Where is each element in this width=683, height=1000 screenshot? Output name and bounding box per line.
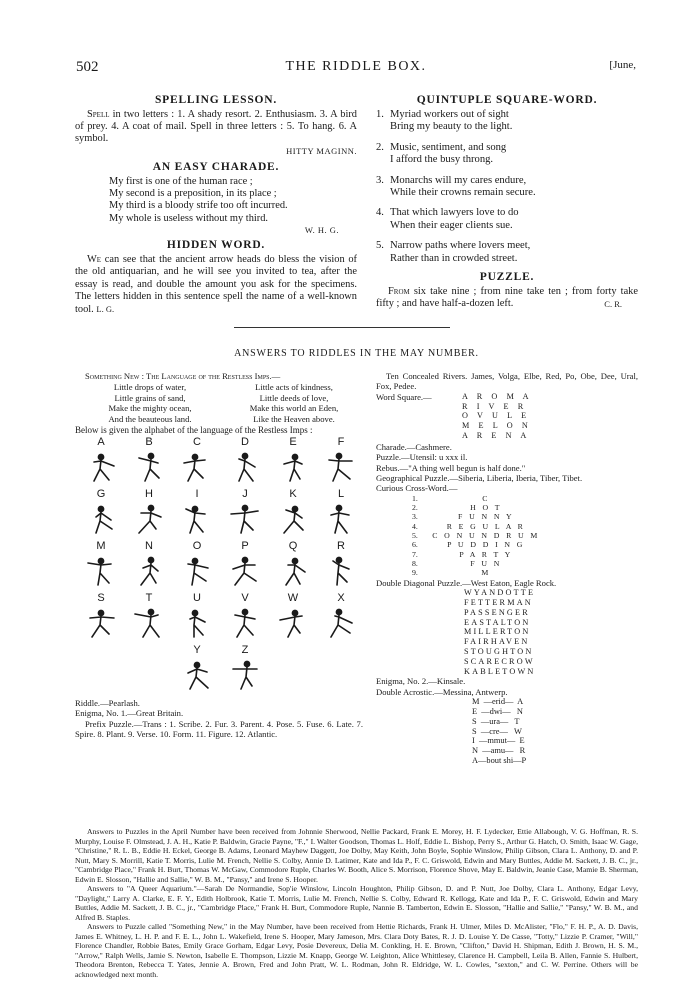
ack-something-new: Answers to Puzzle called "Something New," in the May Number, have been received from Hettie Richards, Frank H. Ulmer, Miles D. McAlister, "Flo," F. H. P., A. D. Davis, James E. Whitney, L. H. P. and F. E. L., John L. Wakefield, Irene S. Hooper, Mary Jameson, Mrs. Clara Doty Bates, R. J. D. Louise Y. De Casse, "Totty," Lizzie P. Cramer, "Will," Florence Chandler, Robbie Bates, Emily Grace Gorham, Edgar Levy, Posie Devereux, Delia M. Conkling, H. E. Brown, "Clifton," David H. Shipman, Edith J. Brown, H. S. M., "Arrow," Ralph Wells, Jamie S. Newton, Isabelle E. Thompson, Lizzie M. Knapp, George W. Leighton, Alice Whittlesey, Clarence H. Campbell, Leila B. Allen, Fannie S. Hulbert, Theodora Brenton, Rebecca T. Yates, Jennie A. Brown, Fred and John Pratt, W. L. Rodman, John R. Eldridge, W. L. Cowles, "sexton," and C. W. Perrine. Others will be acknowledged next month. [75, 922, 638, 979]
cross-word-row: C [482, 493, 490, 503]
left-puzzle-column [75, 94, 357, 316]
imp-figure [323, 607, 359, 644]
diagonal-row: WYANDOTTE [464, 588, 536, 598]
charade-line: My first is one of the human race ; [109, 175, 253, 187]
word-square-row: A R E N A [462, 431, 530, 440]
imp-letter-label: C [193, 436, 201, 448]
quintuple-item: 5. Narrow paths where lovers meet, Rather than in crowded street. [376, 240, 531, 264]
puzzle-answer: Puzzle.—Utensil: u xxx il. [376, 452, 468, 463]
imp-figure [227, 503, 263, 540]
imp-letter-label: Y [193, 644, 201, 656]
imp-figure [131, 607, 167, 644]
geographical-answer: Geographical Puzzle.—Siberia, Liberia, Iberia, Tiber, Tibet. [376, 473, 583, 484]
imp-figure [323, 503, 359, 540]
imp-letter-label: H [145, 488, 153, 500]
imp-figure [227, 607, 263, 644]
alphabet-intro: Below is given the alphabet of the language of the Restless Imps : [75, 425, 313, 436]
imp-letter-label: S [97, 592, 105, 604]
imp-letter-label: I [195, 488, 199, 500]
charade-line: My whole is useless without my third. [109, 212, 269, 224]
imp-letter-label: B [145, 436, 153, 448]
imp-figure [83, 503, 119, 540]
hidden-word-text: We can see that the ancient arrow heads do bless the vision of the old antiquarian, and he will see you invited to tea, after the essay is read, and double the amount you ask for the specimens. The letters hidden in this sentence spell the name of a well-known tool. L. G. [75, 254, 357, 316]
right-puzzle-column [376, 94, 638, 310]
something-new-heading: Something New : The Language of the Restless Imps.— [85, 371, 281, 381]
diagonal-row: FETTERMAN [464, 598, 533, 608]
page-number: 502 [76, 59, 99, 75]
diagonal-row: STOUGHTON [464, 647, 534, 657]
imp-letter-label: P [241, 540, 249, 552]
cross-word-number: 8. [412, 558, 418, 568]
imp-letter-label: T [145, 592, 153, 604]
imp-figure [179, 607, 215, 644]
diagonal-row: KABLETOWN [464, 666, 536, 676]
quintuple-item: 4. That which lawyers love to do When their eager clients sue. [376, 207, 519, 231]
cross-word-row: R E G U L A R [446, 521, 526, 531]
cross-word-row: C O N U N D R U M [432, 531, 540, 541]
cross-word-row: F U N [470, 558, 502, 568]
verse-line: Make the mighty ocean, [108, 403, 192, 414]
imp-figure [227, 659, 263, 696]
cross-word-label: Curious Cross-Word.— [376, 483, 458, 494]
word-square-row: O V U L E [462, 411, 530, 421]
cross-word-number: 4. [412, 521, 418, 531]
answers-left-column [75, 371, 363, 435]
charade-answer: Charade.—Cashmere. [376, 441, 452, 452]
word-square-row: A R O M A [462, 391, 533, 401]
acrostic-row: M —erid— A [472, 697, 524, 707]
verse-line: And the beauteous land. [108, 413, 192, 424]
diagonal-row: MILLERTON [464, 627, 531, 637]
imp-figure [275, 555, 311, 592]
puzzle-title: PUZZLE. [479, 271, 535, 284]
cross-word-number: 5. [412, 531, 418, 541]
quintuple-title: QUINTUPLE SQUARE-WORD. [416, 94, 598, 106]
imp-letter-label: J [242, 488, 248, 500]
charade-line: My third is a bloody strife too oft incurred. [109, 200, 288, 212]
imp-letter-label: O [192, 540, 202, 552]
imp-figure [179, 451, 215, 488]
verse-line: Little grains of sand, [114, 392, 186, 403]
acrostic-row: E —dwi— N [472, 707, 523, 717]
acrostic-row: A—bout shi—P [472, 756, 527, 765]
imp-letter-label: Z [241, 644, 249, 656]
issue-month: [June, [609, 59, 636, 71]
imp-figure [131, 503, 167, 540]
verse-line: Little acts of kindness, [255, 382, 333, 393]
quintuple-item: 2. Music, sentiment, and song I afford the busy throng. [376, 141, 507, 166]
verse-line: Little drops of water, [113, 382, 187, 393]
cross-word-number: 3. [412, 512, 418, 522]
acrostic-row: S —ura— T [472, 716, 520, 726]
imp-figure [323, 451, 359, 488]
answers-left-lower [75, 698, 363, 740]
cross-word-number: 1. [412, 493, 418, 503]
rivers-answer: Ten Concealed Rivers. James, Volga, Elbe, Red, Po, Obe, Dee, Ural, Fox, Pedee. [376, 371, 638, 392]
imp-letter-label: G [96, 488, 106, 500]
charade-poem [75, 176, 357, 226]
charade-title: AN EASY CHARADE. [152, 160, 280, 173]
word-square-row: M E L O N [462, 421, 532, 431]
running-header [76, 59, 636, 77]
answers-right-column [376, 371, 638, 766]
diagonal-row: PASSENGER [464, 607, 530, 617]
imp-letter-label: U [193, 592, 201, 604]
imp-figure [227, 451, 263, 488]
cross-word-row: P A R T Y [459, 549, 513, 559]
imps-verse [75, 382, 363, 424]
imp-letter-label: W [287, 592, 299, 604]
magazine-section-title: THE RIDDLE BOX. [285, 59, 427, 74]
imp-figure [83, 555, 119, 592]
imp-letter-label: D [241, 436, 249, 448]
spelling-lesson-text: Spell in two letters : 1. A shady resort. 2. Enthusiasm. 3. A bird of prey. 4. A coat of mail. Spell in three letters : 5. To hang. 6. A symbol. [75, 109, 357, 145]
cross-word-number: 2. [412, 503, 418, 513]
section-divider [234, 327, 450, 328]
imp-letter-label: L [337, 488, 345, 500]
imp-letter-label: N [145, 540, 153, 552]
quintuple-item: 3. Monarchs will my cares endure, While their crowns remain secure. [376, 174, 536, 199]
imp-figure [275, 607, 311, 644]
enigma-1-answer: Enigma, No. 1.—Great Britain. [75, 708, 184, 719]
puzzle-text: From six take nine ; from nine take ten ; from forty take fifty ; and have half-a-dozen left. C. R. [376, 286, 638, 310]
verse-line: Like the Heaven above. [253, 413, 335, 424]
acrostic-row: S —cre— W [472, 726, 522, 736]
ack-april: Answers to Puzzles in the April Number have been received from Johnnie Sherwood, Nellie Packard, Frank E. Morey, H. F. Lydecker, Ettie Allabough, V. G. Hoffman, R. S. Murphy, Louise F. Olmstead, J. A. H., Katie P. Baldwin, Gracie Payne, "F.," I. Walter Goodson, Thomas L. Holf, Eddie L. Bishop, Perry S., Arthur G. Hatch, O. Smith, Isaac W. Gage, "Christine," R. L. B., Eddie H. Eckel, George B. Adams, Leonard Mayhew Daggett, Joe Dolby, May Keith, John Boyle, Sophie Winslow, Philip Gibson, Clara L. Anthony, D. and P. Nutt, Mary S. Morrill, Katie T. Morris, Lulie M. French, Nellie S. Colby, Annie D. Latimer, Kate and Ida P., F. C. Griswold, Edwin and Mary Buttles, Addie M. Sackett, J. B. C., jr., "Cambridge Place," Frank H. Burt, Thomas W. McGaw, Commodore Ruple, Charles W. Booth, Alice S. Morrison, Florence Shove, May E. Baldwin, Jeanie Case, Mamie B. Sherman, Edwin E. Slosson, "Hallie and Sallie," W. B. M., "Pansy," and Irene S. Hooper. [75, 827, 638, 884]
imp-letter-label: X [337, 592, 345, 604]
ack-aquarium: Answers to "A Queer Aquarium."—Sarah De Normandie, Sop'ie Winslow, Lincoln Houghton, Philip Gibson, D. and P. Nutt, Joe Dolby, Clara L. Anthony, Edgar Levy, "Daylight," Larry A. Clarke, E. F. Y., Edith Holbrook, Katie T. Morris, Lulie M. French, Nellie S. Colby, Edward R. Kellogg, Kate and Ida P., F. C. Griswold, Edwin and Mary Buttles, Addie M. Sackett, J. B. C., jr., "Cambridge Place," Frank H. Burt, Commodore Ruple, Nannie B. Tamberton, Edwin E. Slosson, "Hallie and Sallie," "Pansy," W. B. M., and Alfred B. Staples. [75, 884, 638, 922]
imp-letter-label: M [96, 540, 106, 552]
cross-word-number: 6. [412, 540, 418, 550]
spelling-author: HITTY MAGINN. [286, 145, 357, 156]
enigma-2-answer: Enigma, No. 2.—Kinsale. [376, 676, 466, 687]
hidden-word-title: HIDDEN WORD. [166, 239, 266, 252]
imp-figure [179, 555, 215, 592]
cross-word-number: 7. [412, 549, 418, 559]
cross-word-row: F U N N Y [458, 512, 514, 522]
prefix-puzzle-answer: Prefix Puzzle.—Trans : 1. Scribe. 2. Fur. 3. Parent. 4. Pose. 5. Fuse. 6. Late. 7. Spire. 8. Plant. 9. Verse. 10. Form. 11. Figure. 12. Atlantic. [75, 718, 363, 740]
verse-line: Make this world an Eden, [249, 403, 339, 414]
acrostic-row: I —mmut— E [472, 736, 525, 746]
acknowledgements [75, 827, 638, 979]
acrostic-answer: Double Acrostic.—Messina, Antwerp. [376, 686, 508, 697]
rebus-answer: Rebus.—"A thing well begun is half done." [376, 462, 526, 473]
imp-letter-label: V [241, 592, 249, 604]
diagonal-answer: Double Diagonal Puzzle.—West Eaton, Eagle Rock. [376, 577, 557, 588]
acrostic-grid [376, 697, 638, 766]
charade-line: My second is a preposition, in its place ; [109, 188, 277, 200]
verse-line: Little deeds of love, [259, 392, 329, 403]
imp-figure [179, 503, 215, 540]
imp-figure [227, 555, 263, 592]
diagonal-row: EASTALTON [464, 617, 531, 627]
imp-letter-label: F [337, 436, 345, 448]
imp-letter-label: A [97, 436, 105, 448]
cross-word-row: M [481, 568, 491, 578]
spelling-lesson-title: SPELLING LESSON. [154, 94, 278, 106]
diagonal-grid [376, 588, 638, 676]
restless-imps-alphabet [75, 436, 363, 696]
cross-word-row: P U D D I N G [447, 540, 525, 550]
imp-figure [179, 659, 215, 696]
cross-word-row: H O T [470, 503, 502, 513]
imp-figure [131, 451, 167, 488]
charade-author: W. H. G. [304, 225, 339, 236]
word-square-row: R I V E R [462, 401, 527, 411]
cross-word-number: 9. [412, 568, 418, 578]
quintuple-item: 1. Myriad workers out of sight Bring my beauty to the light. [376, 109, 513, 133]
answers-title: ANSWERS TO RIDDLES IN THE MAY NUMBER. [234, 348, 479, 359]
imp-figure [275, 451, 311, 488]
imp-figure [83, 451, 119, 488]
imp-letter-label: R [337, 540, 345, 552]
acrostic-row: N —amu— R [472, 746, 526, 756]
imp-figure [275, 503, 311, 540]
imp-letter-label: Q [288, 540, 298, 552]
diagonal-row: SCARECROW [464, 656, 535, 666]
cross-word-answer [376, 494, 638, 578]
word-square-answer: Word Square.— A R O M A R I V E R O V U L E M E L O N A R E N A [376, 391, 533, 440]
imp-figure [323, 555, 359, 592]
diagonal-row: FAIRHAVEN [464, 637, 530, 647]
riddle-answer: Riddle.—Pearlash. [75, 698, 140, 708]
imp-figure [131, 555, 167, 592]
imp-figure [83, 607, 119, 644]
quintuple-list [376, 109, 638, 265]
imp-letter-label: K [289, 488, 297, 500]
imp-letter-label: E [289, 436, 297, 448]
